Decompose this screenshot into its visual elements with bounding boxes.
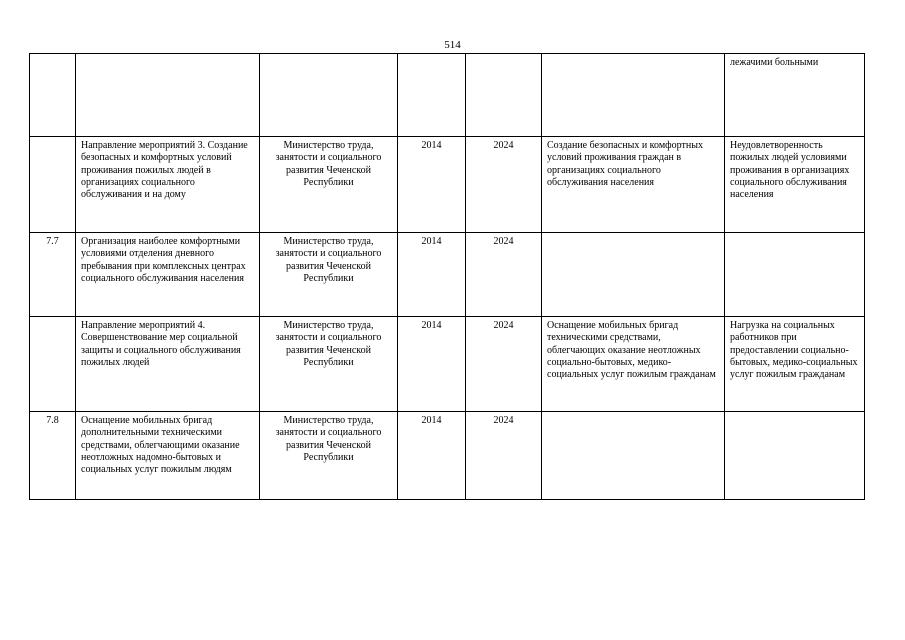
cell-executor: Министерство труда, занятости и социального развития Чеченской Республики — [260, 317, 398, 412]
cell-expected-result: Оснащение мобильных бригад техническими средствами, облегчающих оказание неотложных социально-бытовых, медико-социальных услуг пожилым гражданам — [542, 317, 725, 412]
cell-consequence: Нагрузка на социальных работников при предоставлении социально-бытовых, медико-социальных услуг пожилым гражданам — [725, 317, 865, 412]
cell-expected-result: Создание безопасных и комфортных условий проживания граждан в организациях социального обслуживания населения — [542, 137, 725, 233]
page-number: 514 — [444, 39, 461, 51]
cell-consequence — [725, 412, 865, 500]
cell-number — [30, 317, 76, 412]
table-row — [30, 137, 865, 233]
cell-number: 7.8 — [30, 412, 76, 500]
cell-start-year: 2014 — [398, 412, 466, 500]
table-row — [30, 412, 865, 500]
cell-end-year: 2024 — [466, 137, 542, 233]
cell-start-year — [398, 54, 466, 137]
cell-consequence: лежачими больными — [725, 54, 865, 137]
cell-expected-result — [542, 412, 725, 500]
activities-table — [29, 53, 865, 500]
cell-end-year — [466, 54, 542, 137]
cell-activity-name: Направление мероприятий 3. Создание безопасных и комфортных условий проживания пожилых людей в организациях социального обслуживания и на дому — [76, 137, 260, 233]
table-row — [30, 317, 865, 412]
cell-activity-name — [76, 54, 260, 137]
cell-executor — [260, 54, 398, 137]
cell-executor: Министерство труда, занятости и социального развития Чеченской Республики — [260, 412, 398, 500]
cell-activity-name: Оснащение мобильных бригад дополнительными техническими средствами, облегчающими оказание неотложных надомно-бытовых и социальных услуг пожилым людям — [76, 412, 260, 500]
table-row — [30, 233, 865, 317]
cell-activity-name: Направление мероприятий 4. Совершенствование мер социальной защиты и социального обслуживания пожилых людей — [76, 317, 260, 412]
cell-end-year: 2024 — [466, 233, 542, 317]
cell-executor: Министерство труда, занятости и социального развития Чеченской Республики — [260, 233, 398, 317]
cell-expected-result — [542, 54, 725, 137]
cell-consequence: Неудовлетворенность пожилых людей условиями проживания в организациях социального обслуживания населения — [725, 137, 865, 233]
cell-end-year: 2024 — [466, 317, 542, 412]
cell-start-year: 2014 — [398, 137, 466, 233]
cell-consequence — [725, 233, 865, 317]
cell-activity-name: Организация наиболее комфортными условиями отделения дневного пребывания при комплексных центрах социального обслуживания населения — [76, 233, 260, 317]
table-row — [30, 54, 865, 137]
cell-number — [30, 137, 76, 233]
cell-number — [30, 54, 76, 137]
cell-executor: Министерство труда, занятости и социального развития Чеченской Республики — [260, 137, 398, 233]
cell-start-year: 2014 — [398, 233, 466, 317]
cell-start-year: 2014 — [398, 317, 466, 412]
cell-expected-result — [542, 233, 725, 317]
cell-end-year: 2024 — [466, 412, 542, 500]
cell-number: 7.7 — [30, 233, 76, 317]
